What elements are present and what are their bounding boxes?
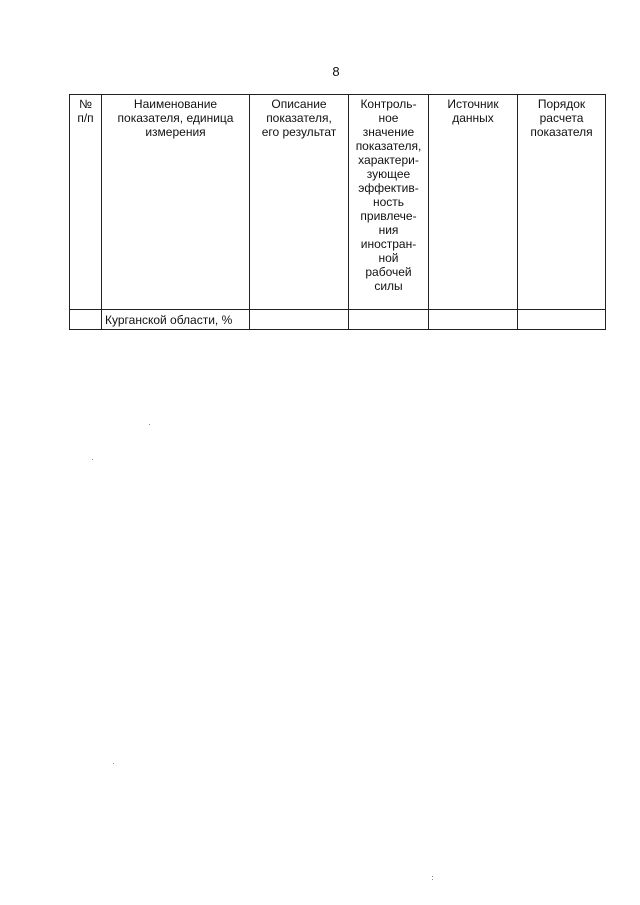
table-cell-number bbox=[70, 310, 102, 330]
header-number: № п/п bbox=[70, 95, 102, 310]
table-cell-description bbox=[250, 310, 349, 330]
header-calculation-order: Порядок расчета показателя bbox=[518, 95, 606, 310]
header-data-source: Источник данных bbox=[429, 95, 518, 310]
table-cell-calculation-order bbox=[518, 310, 606, 330]
table-cell-control-value bbox=[349, 310, 429, 330]
table-header-row bbox=[70, 95, 606, 310]
header-indicator-name: Наименование показателя, единица измерения bbox=[102, 95, 250, 310]
table-cell-indicator-name: Курганской области, % bbox=[102, 310, 250, 330]
header-control-value: Контроль- ное значение показателя, характери- зующее эффектив- ность привлече- ния иностран- ной рабочей силы bbox=[349, 95, 429, 310]
table-row bbox=[70, 310, 606, 330]
page-number: 8 bbox=[332, 64, 340, 79]
table-cell-data-source bbox=[429, 310, 518, 330]
indicator-table bbox=[69, 94, 606, 330]
header-description: Описание показателя, его результат bbox=[250, 95, 349, 310]
